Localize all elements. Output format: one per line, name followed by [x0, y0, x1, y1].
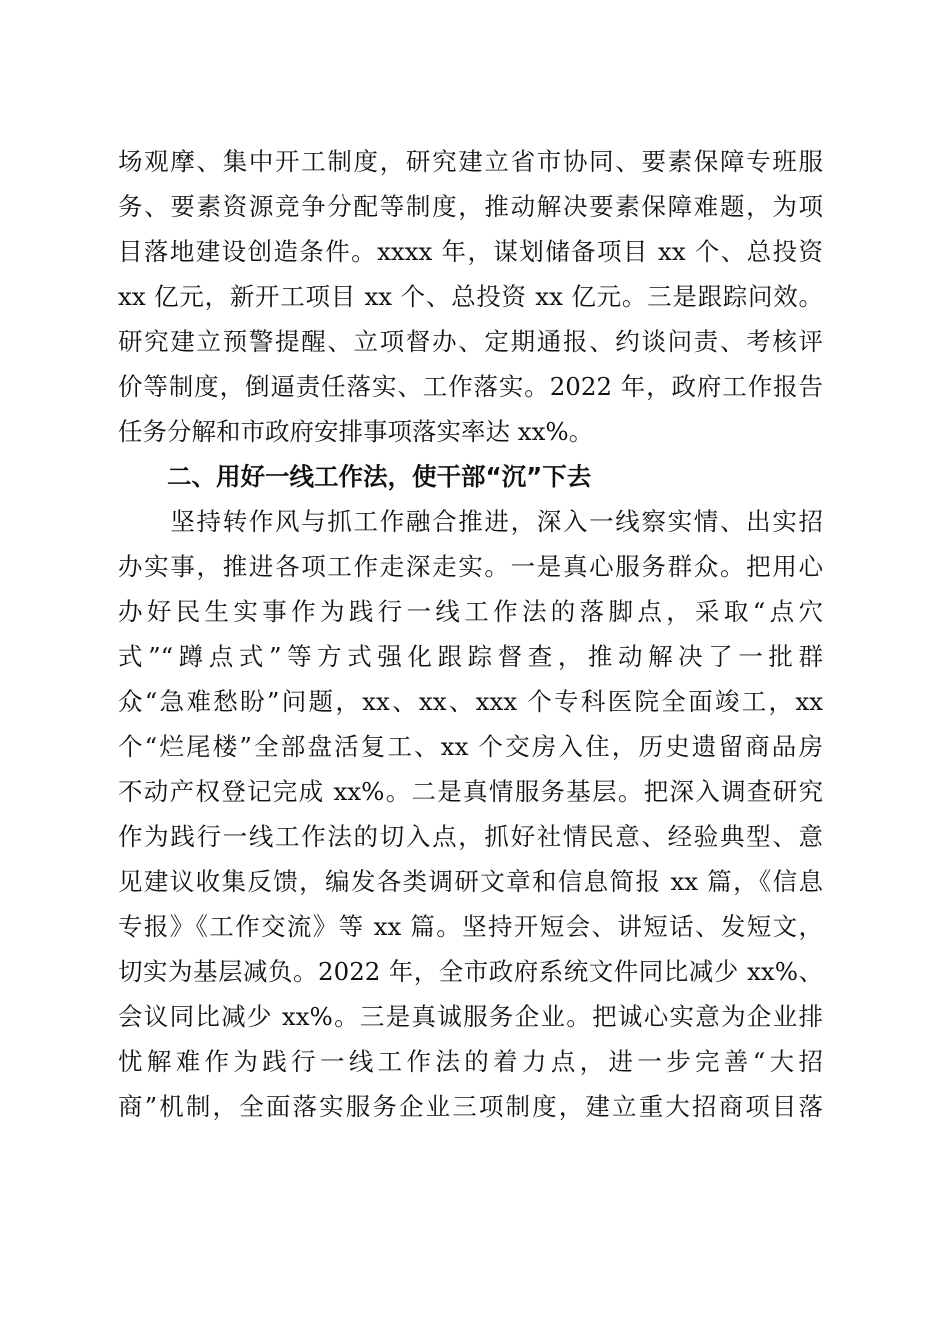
paragraph-line: 办好民生实事作为践行一线工作法的落脚点，采取“点穴 — [118, 597, 823, 626]
paragraph-line: 不动产权登记完成 xx%。二是真情服务基层。把深入调查研究 — [118, 777, 823, 806]
paragraph-line: 商”机制，全面落实服务企业三项制度，建立重大招商项目落 — [118, 1092, 823, 1121]
paragraph-line: 坚持转作风与抓工作融合推进，深入一线察实情、出实招 — [118, 507, 823, 536]
paragraph-line: 个“烂尾楼”全部盘活复工、xx 个交房入住，历史遗留商品房 — [118, 732, 823, 761]
paragraph-line: 会议同比减少 xx%。三是真诚服务企业。把诚心实意为企业排 — [118, 1002, 823, 1031]
paragraph-line: 见建议收集反馈，编发各类调研文章和信息简报 xx 篇，《信息 — [118, 867, 823, 896]
paragraph-line: xx 亿元，新开工项目 xx 个、总投资 xx 亿元。三是跟踪问效。 — [118, 282, 823, 311]
section-heading: 二、用好一线工作法，使干部“沉”下去 — [167, 462, 592, 491]
paragraph-line: 式”“蹲点式”等方式强化跟踪督查，推动解决了一批群 — [118, 642, 823, 671]
paragraph-line: 研究建立预警提醒、立项督办、定期通报、约谈问责、考核评 — [118, 327, 823, 356]
paragraph-line: 专报》《工作交流》等 xx 篇。坚持开短会、讲短话、发短文， — [118, 912, 823, 941]
paragraph-line: 作为践行一线工作法的切入点，抓好社情民意、经验典型、意 — [118, 822, 823, 851]
paragraph-line: 忧解难作为践行一线工作法的着力点，进一步完善“大招 — [118, 1047, 823, 1076]
paragraph-line: 办实事，推进各项工作走深走实。一是真心服务群众。把用心 — [118, 552, 823, 581]
paragraph-line: 务、要素资源竞争分配等制度，推动解决要素保障难题，为项 — [118, 192, 823, 221]
paragraph-line: 场观摩、集中开工制度，研究建立省市协同、要素保障专班服 — [118, 147, 823, 176]
paragraph-line: 众“急难愁盼”问题，xx、xx、xxx 个专科医院全面竣工，xx — [118, 687, 823, 716]
paragraph-line: 切实为基层减负。2022 年，全市政府系统文件同比减少 xx%、 — [118, 957, 823, 986]
paragraph-line: 任务分解和市政府安排事项落实率达 xx%。 — [118, 417, 594, 446]
paragraph-line: 价等制度，倒逼责任落实、工作落实。2022 年，政府工作报告 — [118, 372, 823, 401]
paragraph-line: 目落地建设创造条件。xxxx 年，谋划储备项目 xx 个、总投资 — [118, 237, 823, 266]
